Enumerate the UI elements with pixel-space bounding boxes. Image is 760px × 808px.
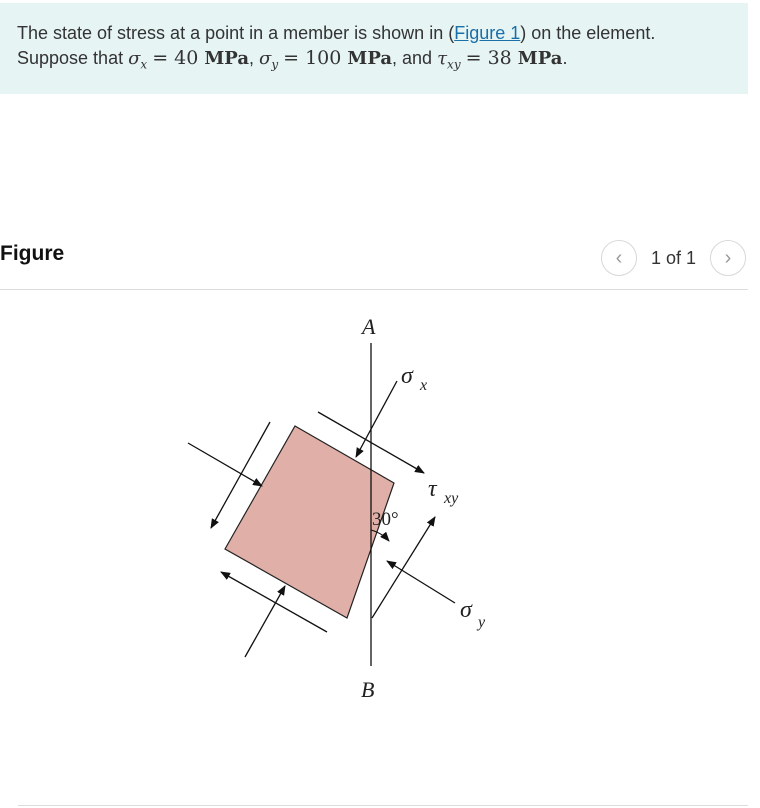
sigma-y-sub: y (271, 57, 279, 72)
problem-statement (0, 3, 748, 94)
chevron-right-icon: › (724, 246, 732, 269)
divider-bottom (18, 805, 748, 806)
label-sigma-x-sub: x (420, 377, 428, 394)
problem-text: The state of stress at a point in a member is shown in ( (17, 23, 455, 43)
tau-xy-value: = 38 (465, 47, 518, 69)
problem-line-2 (17, 46, 731, 78)
next-figure-button[interactable] (710, 240, 746, 276)
problem-text: Suppose that (17, 48, 129, 68)
label-sigma-x: σ (401, 363, 413, 389)
sigma-y-arrow-right (387, 561, 455, 603)
figure-1-link[interactable]: Figure 1 (454, 23, 521, 43)
label-sigma-y-sub: y (478, 614, 486, 631)
label-sigma-y: σ (460, 597, 472, 623)
unit-mpa: MPa (517, 48, 563, 69)
problem-text: ) on the element. (520, 23, 656, 43)
figure-pager (601, 240, 746, 276)
unit-mpa: MPa (347, 48, 393, 69)
sigma-x-symbol: σ (128, 48, 141, 69)
sigma-x-sub: x (140, 57, 148, 72)
sigma-y-symbol: σ (259, 48, 272, 69)
tau-xy-arrow-right (372, 517, 435, 618)
period: . (562, 48, 568, 68)
sigma-y-value: = 100 (283, 47, 348, 69)
label-a: A (362, 314, 376, 339)
label-b: B (361, 677, 375, 702)
comma: , (249, 48, 260, 68)
label-tau-xy-sub: xy (444, 490, 459, 507)
sigma-x-value: = 40 (152, 47, 205, 69)
unit-mpa: MPa (204, 48, 250, 69)
prev-figure-button[interactable] (601, 240, 637, 276)
tau-xy-symbol: τ (437, 48, 448, 69)
figure-heading: Figure (0, 242, 65, 265)
problem-line-1 (17, 21, 731, 46)
and-text: , and (392, 48, 438, 68)
label-tau-xy: τ (428, 476, 437, 502)
tau-xy-sub: xy (447, 57, 461, 72)
sigma-x-arrow-left (188, 443, 262, 486)
label-angle-30: 30° (372, 509, 399, 530)
stress-element-diagram (0, 290, 748, 790)
chevron-left-icon: ‹ (615, 246, 623, 269)
figure-counter: 1 of 1 (650, 247, 696, 268)
